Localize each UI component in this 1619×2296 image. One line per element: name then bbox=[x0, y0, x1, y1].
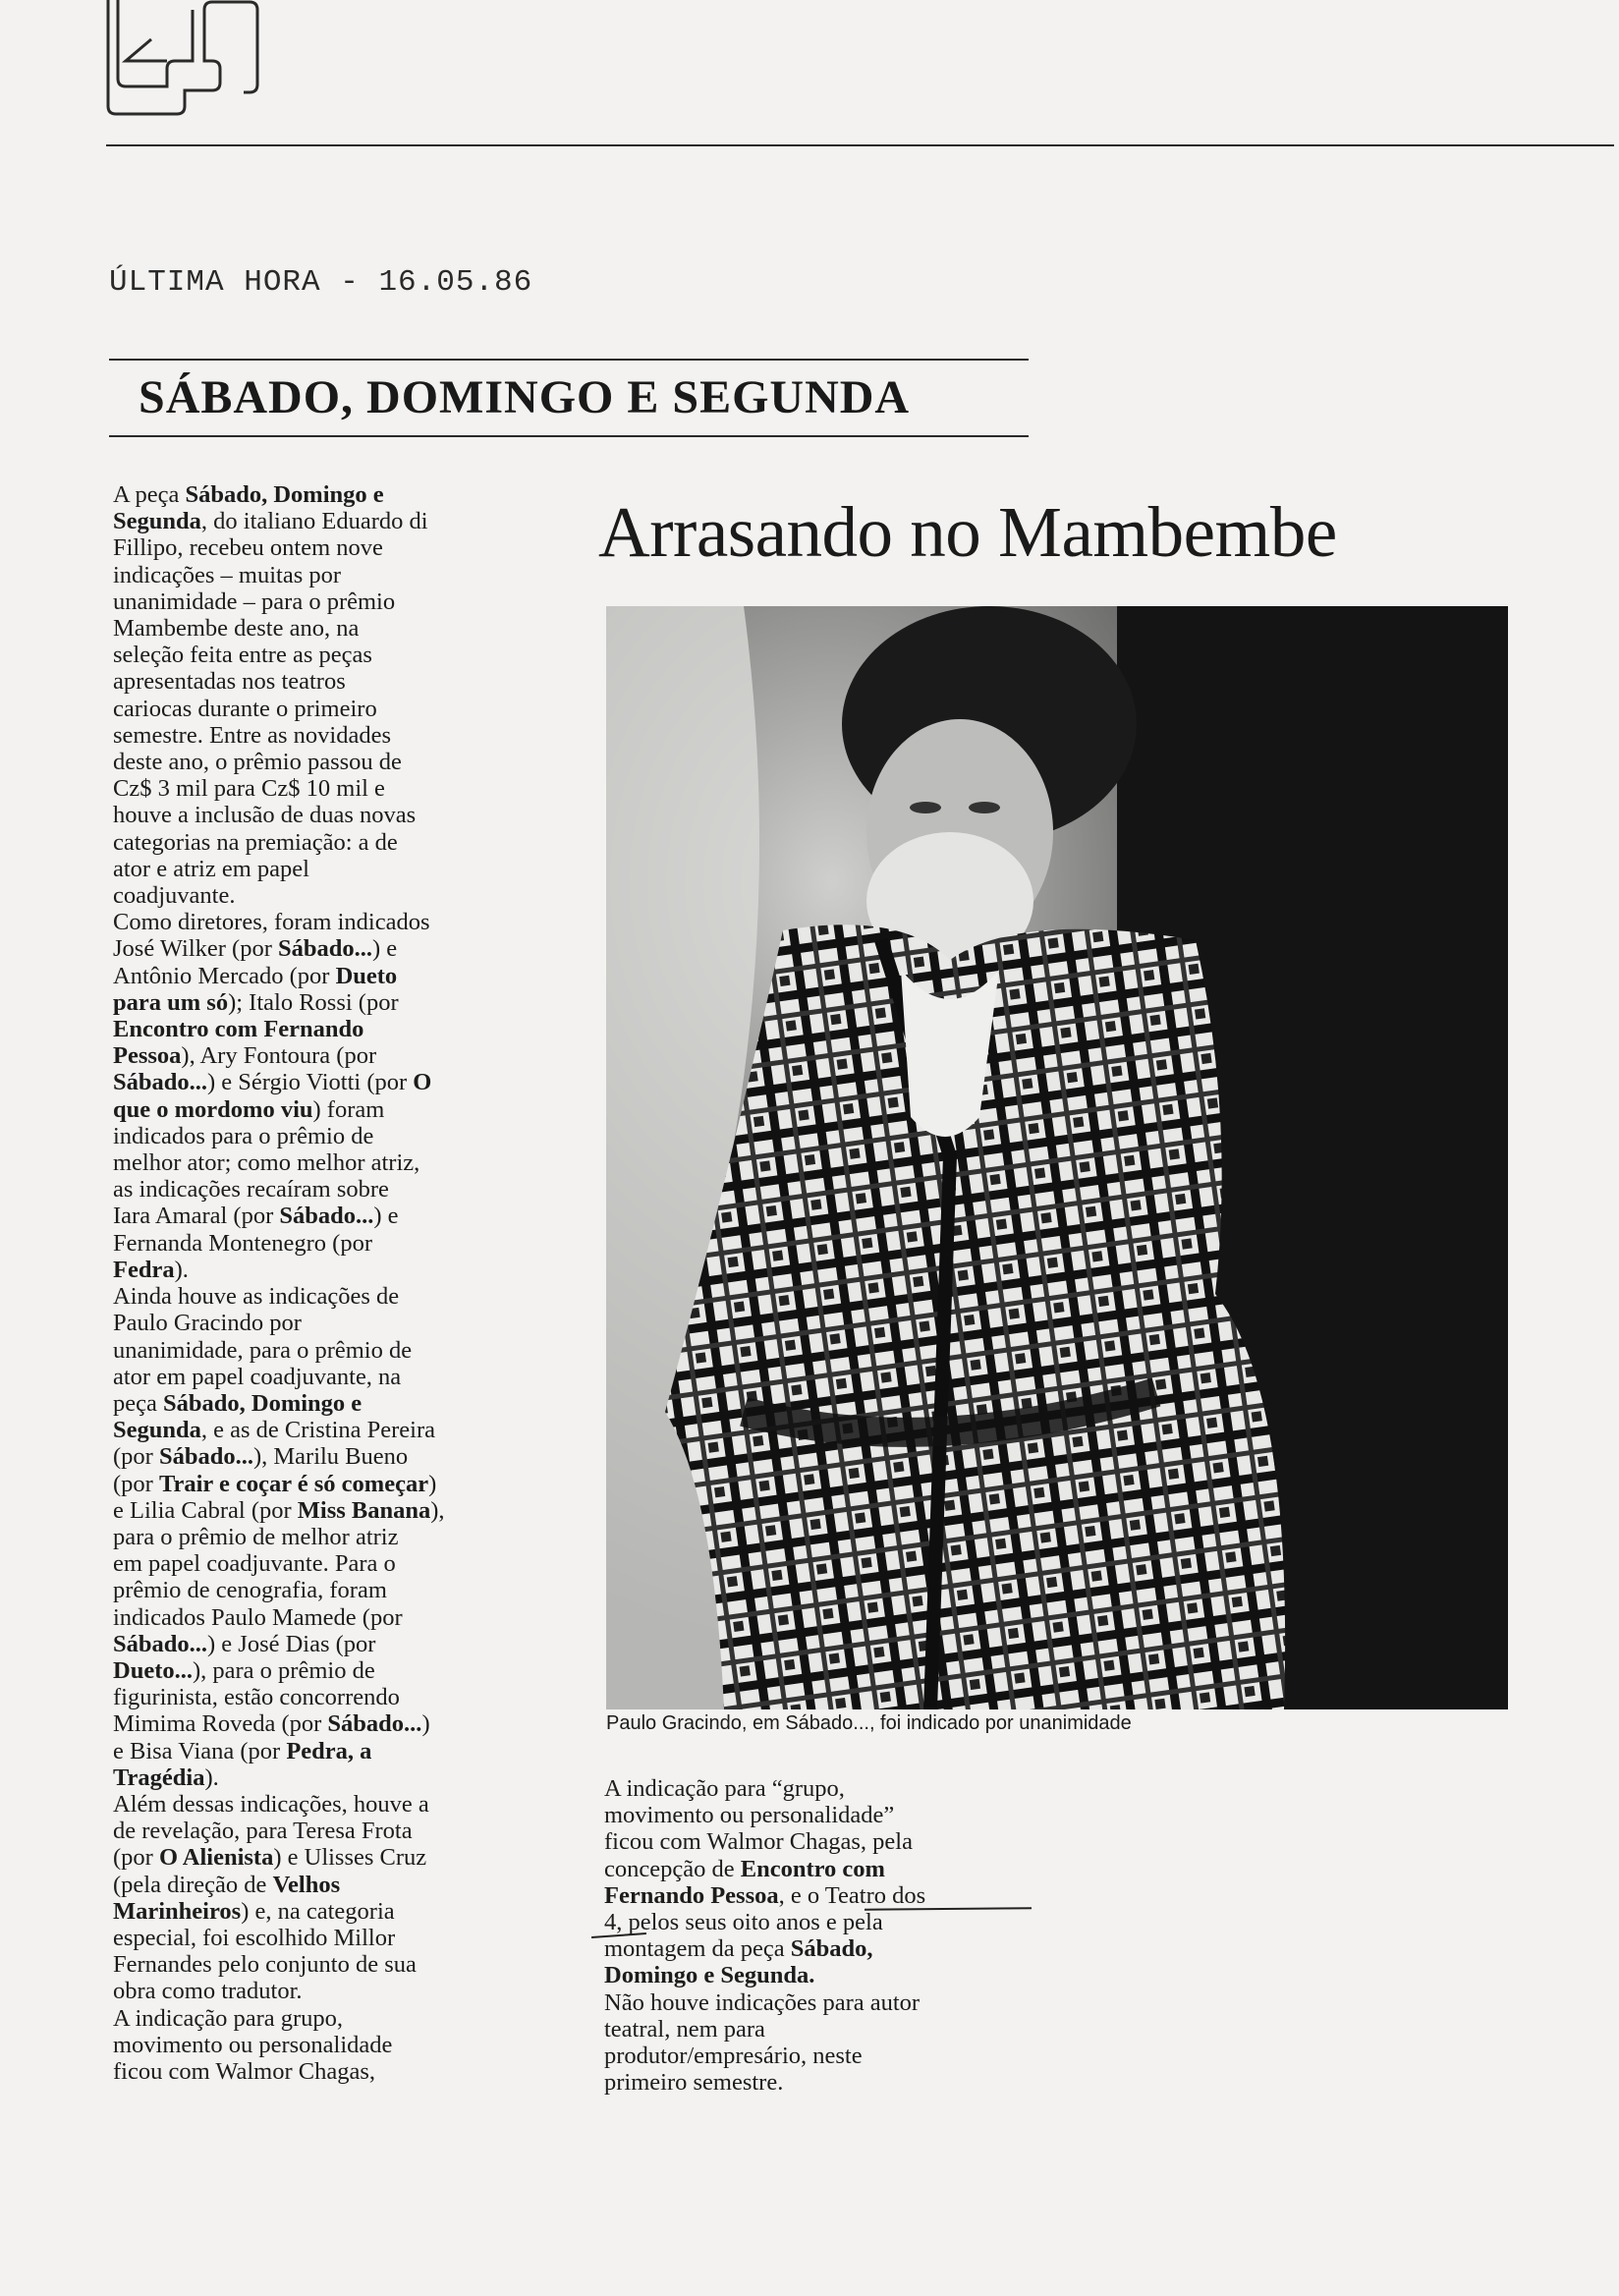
bold-title-text: Encontro com Fernando bbox=[113, 1016, 364, 1043]
text-line bbox=[113, 1016, 535, 1042]
body-text: produtor/empresário, neste bbox=[604, 2043, 863, 2070]
text-line bbox=[113, 963, 535, 989]
text-line bbox=[113, 1818, 535, 1844]
body-text: A peça bbox=[113, 481, 186, 508]
body-text: figurinista, estão concorrendo bbox=[113, 1684, 400, 1711]
text-line bbox=[113, 2005, 535, 2032]
left-article-column bbox=[113, 481, 535, 2085]
bold-title-text: Dueto... bbox=[113, 1656, 193, 1684]
body-text: ) bbox=[421, 1710, 430, 1738]
body-text: teatral, nem para bbox=[604, 2015, 765, 2043]
text-line bbox=[113, 1684, 535, 1710]
text-line bbox=[113, 588, 535, 615]
text-line bbox=[113, 802, 535, 828]
bold-title-text: Sábado... bbox=[113, 1069, 208, 1096]
bold-title-text: para um só bbox=[113, 988, 229, 1016]
text-line bbox=[113, 856, 535, 882]
right-article-column bbox=[604, 1775, 1046, 2096]
text-line bbox=[604, 2043, 1046, 2069]
body-text: Fernanda Montenegro (por bbox=[113, 1229, 372, 1257]
text-line bbox=[113, 1176, 535, 1203]
body-text: cariocas durante o primeiro bbox=[113, 695, 377, 722]
body-text: concepção de bbox=[604, 1855, 741, 1882]
body-text: Não houve indicações para autor bbox=[604, 1988, 921, 2016]
text-line bbox=[113, 1898, 535, 1925]
body-text: em papel coadjuvante. Para o bbox=[113, 1550, 396, 1578]
body-text: movimento ou personalidade” bbox=[604, 1802, 895, 1829]
body-text: A indicação para grupo, bbox=[113, 2004, 344, 2032]
body-text: primeiro semestre. bbox=[604, 2069, 784, 2097]
bold-title-text: Trair e coçar é só começar bbox=[158, 1470, 429, 1497]
body-text: , e o Teatro dos bbox=[778, 1881, 926, 1909]
text-line bbox=[113, 775, 535, 802]
text-line bbox=[604, 1935, 1046, 1962]
text-line bbox=[113, 2058, 535, 2085]
body-text: deste ano, o prêmio passou de bbox=[113, 749, 402, 776]
text-line bbox=[113, 1096, 535, 1123]
text-line bbox=[113, 481, 535, 508]
text-line bbox=[604, 1962, 1046, 1988]
bold-title-text: que o mordomo viu bbox=[113, 1095, 313, 1123]
text-line bbox=[113, 989, 535, 1016]
body-text: obra como tradutor. bbox=[113, 1978, 303, 2005]
body-text: Fernandes pelo conjunto de sua bbox=[113, 1951, 417, 1979]
body-text: e Bisa Viana (por bbox=[113, 1737, 287, 1764]
bold-title-text: Dueto bbox=[335, 962, 398, 989]
article-title: Arrasando no Mambembe bbox=[598, 492, 1337, 572]
body-text: ) e Sérgio Viotti (por bbox=[207, 1069, 414, 1096]
body-text: ), bbox=[430, 1496, 445, 1524]
bold-title-text: Sábado, Domingo e bbox=[185, 481, 384, 508]
text-line bbox=[113, 1577, 535, 1603]
bold-title-text: O bbox=[413, 1069, 432, 1096]
text-line bbox=[113, 1417, 535, 1443]
body-text: especial, foi escolhido Millor bbox=[113, 1924, 396, 1951]
body-text: coadjuvante. bbox=[113, 882, 236, 910]
body-text: para o prêmio de melhor atriz bbox=[113, 1523, 399, 1550]
text-line bbox=[113, 1604, 535, 1631]
bold-title-text: Sábado... bbox=[113, 1630, 208, 1657]
body-text: Fillipo, recebeu ontem nove bbox=[113, 534, 383, 562]
text-line bbox=[604, 1856, 1046, 1882]
text-line bbox=[113, 1149, 535, 1176]
body-text: ator e atriz em papel bbox=[113, 855, 309, 882]
text-line bbox=[113, 668, 535, 695]
text-line bbox=[113, 1443, 535, 1470]
body-text: ) e bbox=[372, 935, 398, 963]
top-divider bbox=[106, 144, 1614, 146]
text-line bbox=[113, 1390, 535, 1417]
text-line bbox=[113, 696, 535, 722]
body-text: seleção feita entre as peças bbox=[113, 642, 372, 669]
body-text: ) bbox=[428, 1470, 437, 1497]
body-text: Paulo Gracindo por bbox=[113, 1310, 302, 1337]
bold-title-text: Sábado, Domingo e bbox=[163, 1389, 363, 1417]
body-text: de revelação, para Teresa Frota bbox=[113, 1818, 413, 1845]
text-line bbox=[113, 1203, 535, 1229]
body-text: ator em papel coadjuvante, na bbox=[113, 1363, 402, 1390]
bold-title-text: Sábado... bbox=[158, 1443, 253, 1471]
bold-title-text: Fedra bbox=[113, 1256, 175, 1283]
bold-title-text: Miss Banana bbox=[297, 1496, 431, 1524]
text-line bbox=[113, 1069, 535, 1095]
bold-title-text: Pessoa bbox=[113, 1042, 182, 1070]
page-headline: SÁBADO, DOMINGO E SEGUNDA bbox=[139, 371, 911, 423]
text-line bbox=[113, 1738, 535, 1764]
text-line bbox=[113, 1925, 535, 1951]
body-text: prêmio de cenografia, foram bbox=[113, 1577, 387, 1604]
text-line bbox=[604, 1802, 1046, 1828]
body-text: 4, pelos seus oito anos e pela bbox=[604, 1909, 883, 1936]
body-text: (por bbox=[113, 1470, 159, 1497]
body-text: Como diretores, foram indicados bbox=[113, 909, 430, 936]
body-text: semestre. Entre as novidades bbox=[113, 721, 392, 749]
body-text: Ainda houve as indicações de bbox=[113, 1283, 400, 1311]
text-line bbox=[113, 882, 535, 909]
body-text: unanimidade – para o prêmio bbox=[113, 588, 396, 615]
body-text: ) e, na categoria bbox=[241, 1897, 395, 1925]
text-line bbox=[113, 615, 535, 642]
body-text: Além dessas indicações, houve a bbox=[113, 1790, 429, 1818]
text-line bbox=[113, 1764, 535, 1791]
body-text: unanimidade, para o prêmio de bbox=[113, 1336, 413, 1364]
body-text: ) e bbox=[373, 1203, 399, 1230]
body-text: e Lilia Cabral (por bbox=[113, 1496, 298, 1524]
body-text: , do italiano Eduardo di bbox=[200, 508, 428, 535]
body-text: indicações – muitas por bbox=[113, 561, 342, 588]
body-text: Cz$ 3 mil para Cz$ 10 mil e bbox=[113, 775, 385, 803]
body-text: ). bbox=[204, 1764, 219, 1791]
body-text: ficou com Walmor Chagas, bbox=[113, 2057, 376, 2085]
body-text: ficou com Walmor Chagas, pela bbox=[604, 1828, 913, 1856]
body-text: as indicações recaíram sobre bbox=[113, 1176, 389, 1204]
bold-title-text: Velhos bbox=[272, 1871, 341, 1898]
text-line bbox=[113, 1791, 535, 1818]
body-text: Iara Amaral (por bbox=[113, 1203, 280, 1230]
text-line bbox=[113, 909, 535, 935]
text-line bbox=[113, 749, 535, 775]
body-text: montagem da peça bbox=[604, 1935, 791, 1963]
text-line bbox=[113, 2032, 535, 2058]
bold-title-text: Domingo e Segunda. bbox=[604, 1962, 815, 1989]
body-text: ), Ary Fontoura (por bbox=[181, 1042, 377, 1070]
text-line bbox=[604, 1909, 1046, 1935]
text-line bbox=[604, 1882, 1046, 1909]
text-line bbox=[113, 1550, 535, 1577]
body-text: ); Italo Rossi (por bbox=[228, 988, 399, 1016]
bold-title-text: Pedra, a bbox=[286, 1737, 372, 1764]
text-line bbox=[113, 1710, 535, 1737]
body-text: movimento ou personalidade bbox=[113, 2031, 393, 2058]
body-text: Mimima Roveda (por bbox=[113, 1710, 328, 1738]
text-line bbox=[113, 1042, 535, 1069]
text-line bbox=[113, 1123, 535, 1149]
bold-title-text: Segunda bbox=[113, 508, 201, 535]
text-line bbox=[113, 1524, 535, 1550]
body-text: ) e Ulisses Cruz bbox=[273, 1844, 427, 1872]
text-line bbox=[113, 534, 535, 561]
body-text: A indicação para “grupo, bbox=[604, 1775, 845, 1802]
text-line bbox=[113, 1978, 535, 2004]
body-text: José Wilker (por bbox=[113, 935, 278, 963]
text-line bbox=[113, 1844, 535, 1871]
text-line bbox=[113, 1497, 535, 1524]
text-line bbox=[113, 642, 535, 668]
photo-caption: Paulo Gracindo, em Sábado..., foi indicado por unanimidade bbox=[606, 1712, 1132, 1734]
body-text: ). bbox=[174, 1256, 189, 1283]
source-date-line: ÚLTIMA HORA - 16.05.86 bbox=[109, 265, 533, 300]
text-line bbox=[113, 829, 535, 856]
text-line bbox=[604, 1775, 1046, 1802]
text-line bbox=[113, 562, 535, 588]
text-line bbox=[113, 1257, 535, 1283]
body-text: Mambembe deste ano, na bbox=[113, 615, 360, 643]
body-text: (por bbox=[113, 1844, 159, 1872]
body-text: indicados para o prêmio de bbox=[113, 1122, 374, 1149]
body-text: (por bbox=[113, 1443, 159, 1471]
bold-title-text: Segunda bbox=[113, 1417, 201, 1444]
bold-title-text: O Alienista bbox=[158, 1844, 274, 1872]
text-line bbox=[604, 2069, 1046, 2096]
bold-title-text: Encontro com bbox=[740, 1855, 885, 1882]
body-text: ) e José Dias (por bbox=[207, 1630, 376, 1657]
text-line bbox=[113, 1310, 535, 1336]
body-text: categorias na premiação: a de bbox=[113, 828, 398, 856]
bold-title-text: Fernando Pessoa bbox=[604, 1881, 779, 1909]
body-text: ), para o prêmio de bbox=[192, 1656, 375, 1684]
body-text: houve a inclusão de duas novas bbox=[113, 802, 417, 829]
photo-paulo-gracindo bbox=[606, 606, 1508, 1709]
bold-title-text: Sábado, bbox=[790, 1935, 873, 1963]
text-line bbox=[113, 1230, 535, 1257]
body-text: (pela direção de bbox=[113, 1871, 273, 1898]
text-line bbox=[113, 1364, 535, 1390]
bold-title-text: Sábado... bbox=[327, 1710, 422, 1738]
text-line bbox=[113, 1337, 535, 1364]
clipping-logo bbox=[106, 0, 259, 116]
text-line bbox=[604, 2016, 1046, 2043]
text-line bbox=[113, 1631, 535, 1657]
bold-title-text: Marinheiros bbox=[113, 1897, 242, 1925]
text-line bbox=[113, 1872, 535, 1898]
body-text: , e as de Cristina Pereira bbox=[200, 1417, 435, 1444]
text-line bbox=[113, 1471, 535, 1497]
text-line bbox=[113, 722, 535, 749]
body-text: apresentadas nos teatros bbox=[113, 668, 346, 696]
text-line bbox=[604, 1828, 1046, 1855]
body-text: Antônio Mercado (por bbox=[113, 962, 336, 989]
text-line bbox=[113, 1951, 535, 1978]
body-text: indicados Paulo Mamede (por bbox=[113, 1603, 403, 1631]
body-text: ), Marilu Bueno bbox=[252, 1443, 409, 1471]
text-line bbox=[113, 1657, 535, 1684]
text-line bbox=[113, 1283, 535, 1310]
bold-title-text: Tragédia bbox=[113, 1764, 205, 1791]
headline-banner bbox=[109, 359, 1029, 437]
bold-title-text: Sábado... bbox=[277, 935, 372, 963]
body-text: ) foram bbox=[312, 1095, 385, 1123]
body-text: peça bbox=[113, 1389, 163, 1417]
text-line bbox=[604, 1989, 1046, 2016]
bold-title-text: Sábado... bbox=[279, 1203, 374, 1230]
text-line bbox=[113, 935, 535, 962]
body-text: melhor ator; como melhor atriz, bbox=[113, 1149, 420, 1177]
text-line bbox=[113, 508, 535, 534]
